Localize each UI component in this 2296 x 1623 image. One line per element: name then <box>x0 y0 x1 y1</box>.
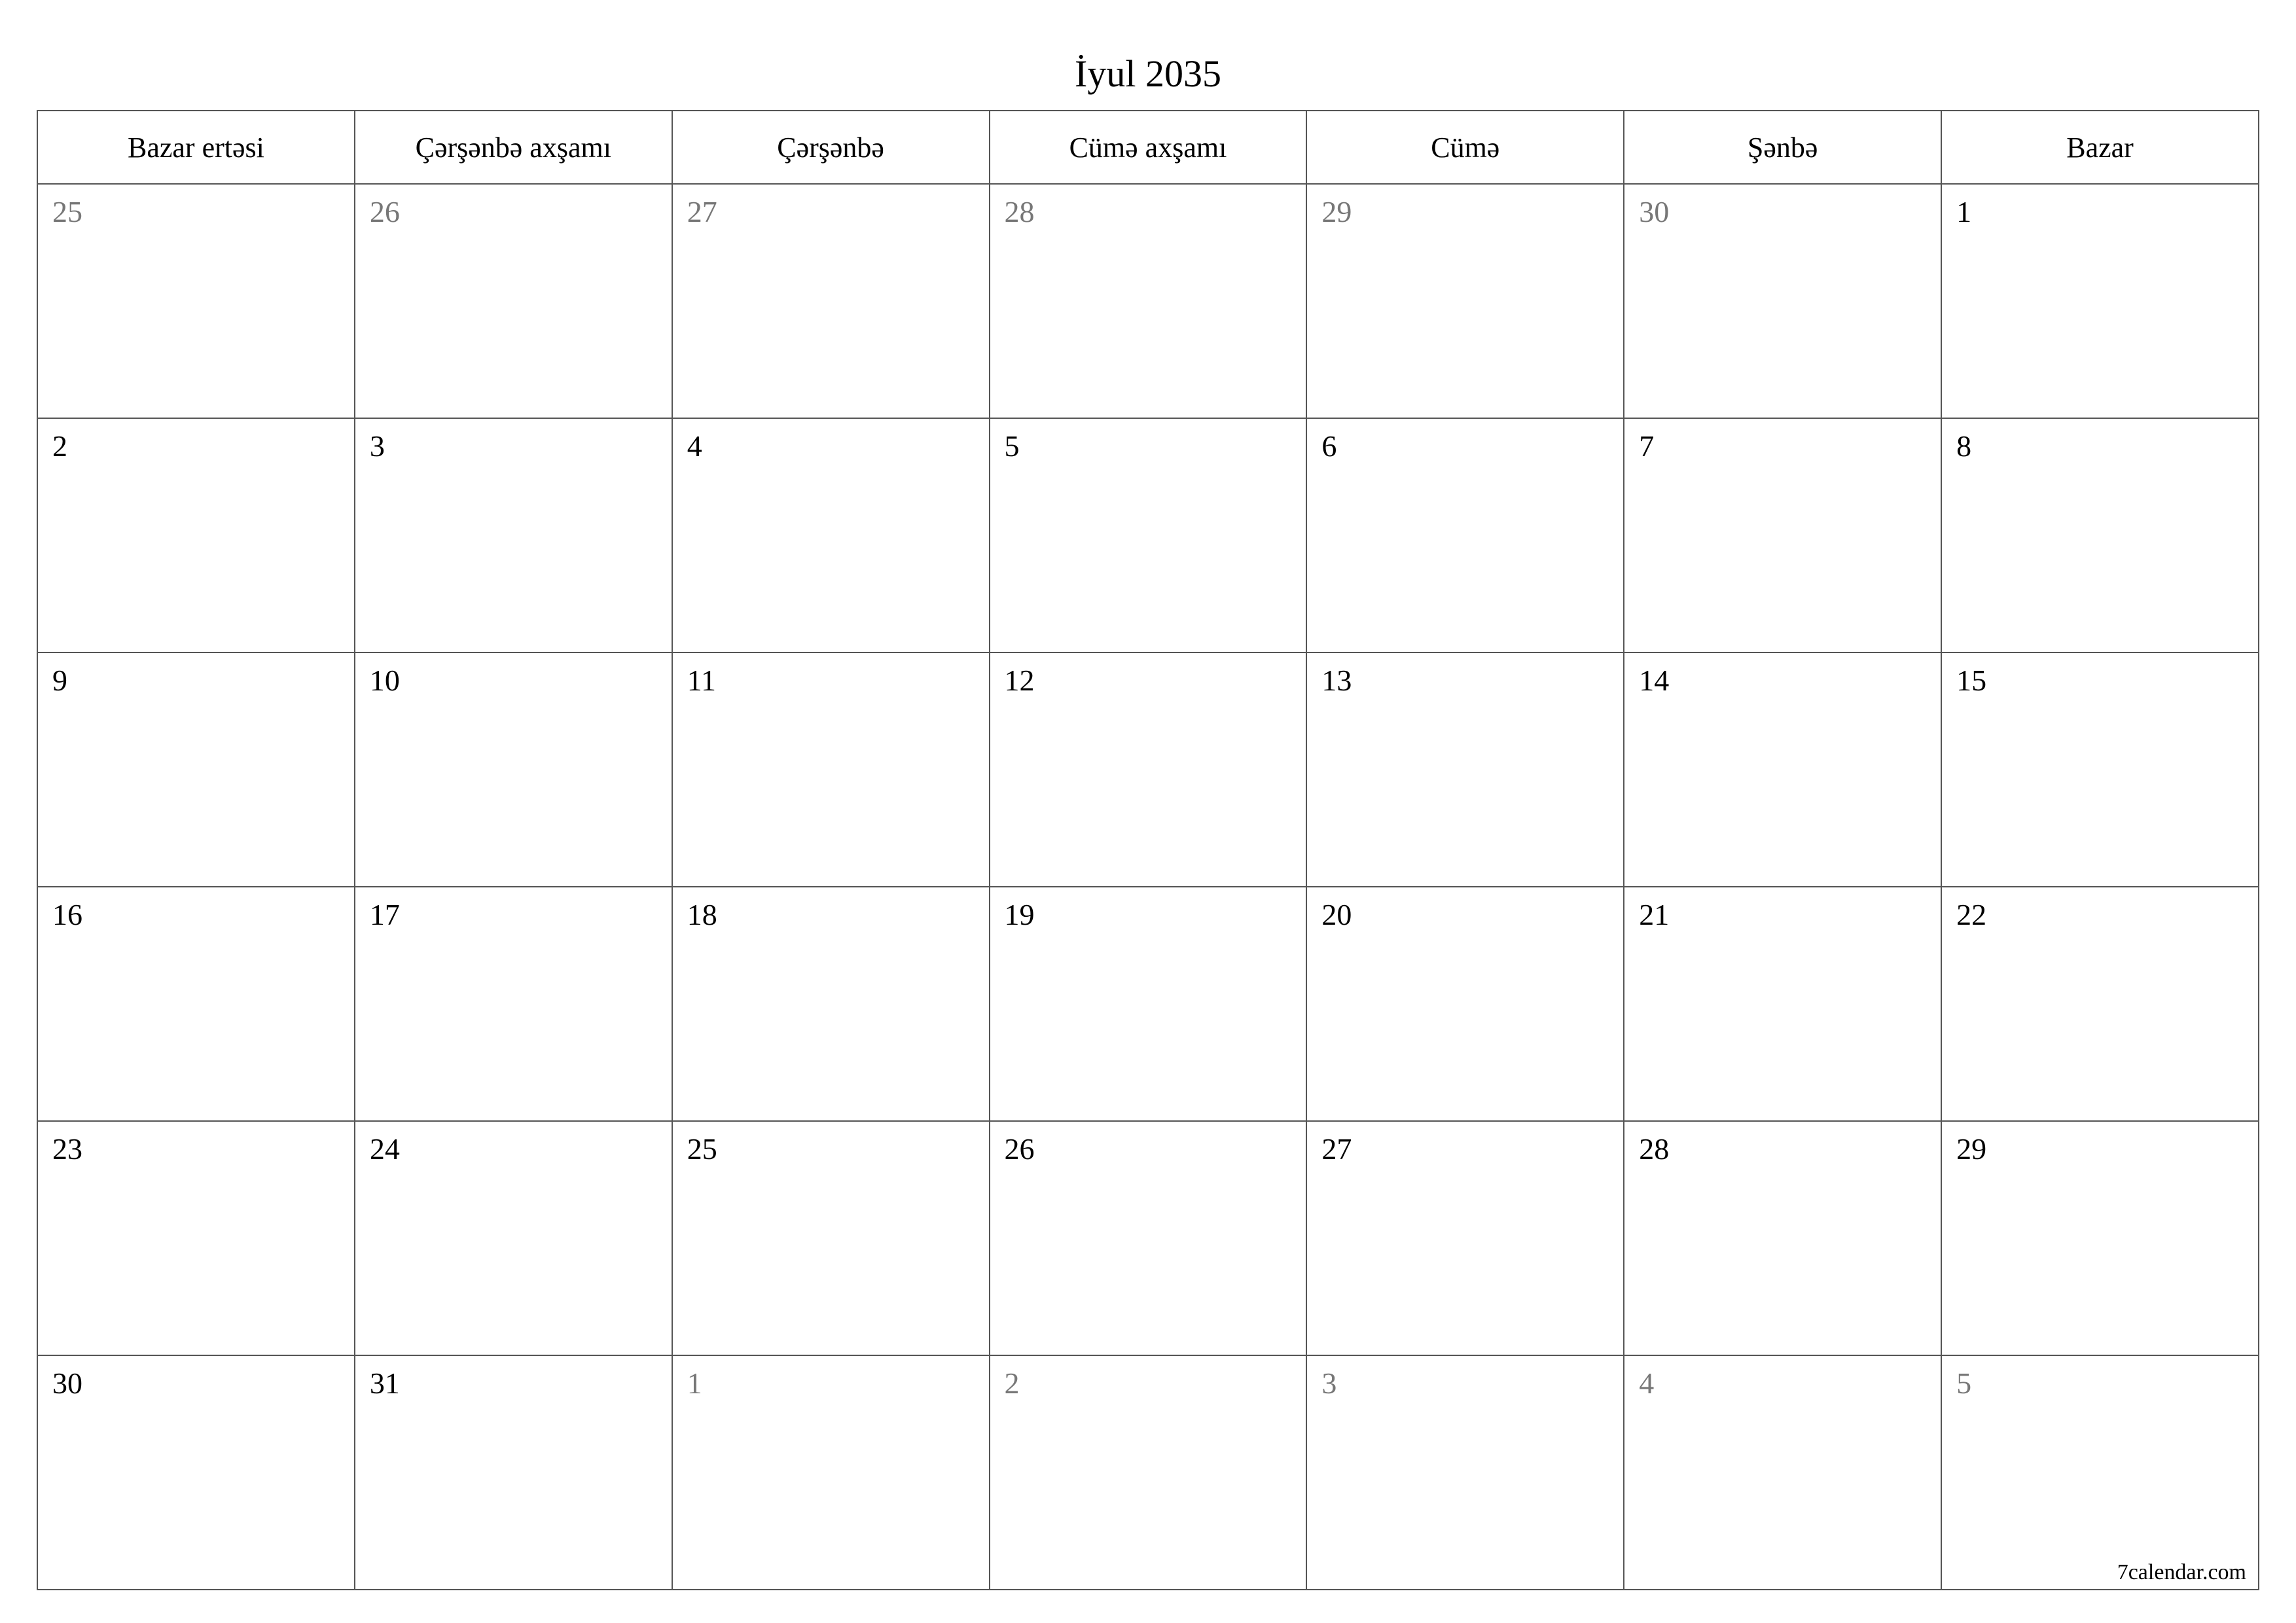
day-cell[interactable] <box>1306 418 1624 652</box>
day-cell-other-month[interactable] <box>1941 1355 2259 1590</box>
day-cell[interactable] <box>990 418 1307 652</box>
day-number: 12 <box>1004 664 1035 697</box>
day-number: 15 <box>1956 664 1987 697</box>
week-row <box>37 1355 2259 1590</box>
day-cell[interactable] <box>355 1355 672 1590</box>
day-cell-other-month[interactable] <box>672 1355 990 1590</box>
weekday-header: Cümə <box>1306 111 1624 184</box>
day-number: 25 <box>687 1132 717 1166</box>
day-cell[interactable] <box>672 652 990 887</box>
day-number: 7 <box>1639 429 1655 463</box>
weekday-header: Çərşənbə <box>672 111 990 184</box>
day-number: 19 <box>1004 898 1035 931</box>
day-number: 14 <box>1639 664 1670 697</box>
day-number: 3 <box>369 429 385 463</box>
day-cell[interactable] <box>1941 184 2259 418</box>
day-cell[interactable] <box>990 1121 1307 1355</box>
day-number: 26 <box>1004 1132 1035 1166</box>
day-cell[interactable] <box>1306 652 1624 887</box>
day-number: 3 <box>1321 1366 1337 1400</box>
day-number: 1 <box>1956 195 1972 228</box>
day-cell-other-month[interactable] <box>1624 184 1941 418</box>
day-number: 21 <box>1639 898 1670 931</box>
day-number: 2 <box>1004 1366 1020 1400</box>
day-cell-other-month[interactable] <box>990 1355 1307 1590</box>
day-cell[interactable] <box>990 652 1307 887</box>
day-cell[interactable] <box>37 1355 355 1590</box>
day-number: 28 <box>1639 1132 1670 1166</box>
day-number: 27 <box>687 195 717 228</box>
day-cell[interactable] <box>1624 652 1941 887</box>
day-cell[interactable] <box>355 418 672 652</box>
day-number: 20 <box>1321 898 1352 931</box>
day-number: 31 <box>369 1366 400 1400</box>
day-number: 6 <box>1321 429 1337 463</box>
day-number: 1 <box>687 1366 702 1400</box>
day-cell[interactable] <box>37 418 355 652</box>
day-number: 5 <box>1956 1366 1972 1400</box>
day-cell[interactable] <box>672 418 990 652</box>
day-cell[interactable] <box>37 652 355 887</box>
weekday-header: Bazar ertəsi <box>37 111 355 184</box>
day-cell[interactable] <box>37 1121 355 1355</box>
day-number: 4 <box>1639 1366 1655 1400</box>
day-number: 16 <box>52 898 82 931</box>
day-number: 2 <box>52 429 67 463</box>
day-cell[interactable] <box>1941 652 2259 887</box>
day-cell-other-month[interactable] <box>37 184 355 418</box>
day-cell[interactable] <box>1624 1121 1941 1355</box>
day-number: 30 <box>52 1366 82 1400</box>
week-row <box>37 887 2259 1121</box>
day-number: 11 <box>687 664 716 697</box>
day-cell[interactable] <box>355 652 672 887</box>
calendar-grid <box>37 110 2259 1590</box>
day-cell-other-month[interactable] <box>990 184 1307 418</box>
day-number: 9 <box>52 664 67 697</box>
day-cell[interactable] <box>1941 418 2259 652</box>
day-cell[interactable] <box>1306 887 1624 1121</box>
day-number: 23 <box>52 1132 82 1166</box>
week-row <box>37 652 2259 887</box>
footer-watermark: 7calendar.com <box>2117 1560 2246 1584</box>
day-number: 27 <box>1321 1132 1352 1166</box>
day-cell-other-month[interactable] <box>672 184 990 418</box>
day-cell[interactable] <box>1941 1121 2259 1355</box>
day-cell-other-month[interactable] <box>355 184 672 418</box>
day-number: 24 <box>369 1132 400 1166</box>
weekday-header: Çərşənbə axşamı <box>355 111 672 184</box>
day-cell[interactable] <box>1624 418 1941 652</box>
day-number: 8 <box>1956 429 1972 463</box>
week-row <box>37 418 2259 652</box>
day-cell[interactable] <box>990 887 1307 1121</box>
day-number: 26 <box>369 195 400 228</box>
day-cell[interactable] <box>355 1121 672 1355</box>
day-cell-other-month[interactable] <box>1306 184 1624 418</box>
calendar-title: İyul 2035 <box>1075 52 1221 95</box>
day-number: 17 <box>369 898 400 931</box>
day-number: 18 <box>687 898 717 931</box>
day-cell-other-month[interactable] <box>1306 1355 1624 1590</box>
day-number: 30 <box>1639 195 1670 228</box>
day-cell[interactable] <box>355 887 672 1121</box>
day-number: 25 <box>52 195 82 228</box>
week-row <box>37 184 2259 418</box>
day-number: 10 <box>369 664 400 697</box>
day-number: 4 <box>687 429 702 463</box>
weekday-header: Şənbə <box>1624 111 1941 184</box>
day-cell[interactable] <box>37 887 355 1121</box>
day-number: 5 <box>1004 429 1020 463</box>
day-cell[interactable] <box>1306 1121 1624 1355</box>
day-cell[interactable] <box>1624 887 1941 1121</box>
day-number: 28 <box>1004 195 1035 228</box>
day-number: 13 <box>1321 664 1352 697</box>
day-number: 22 <box>1956 898 1987 931</box>
day-cell[interactable] <box>672 887 990 1121</box>
day-number: 29 <box>1956 1132 1987 1166</box>
weekday-header: Cümə axşamı <box>990 111 1307 184</box>
day-number: 29 <box>1321 195 1352 228</box>
day-cell-other-month[interactable] <box>1624 1355 1941 1590</box>
day-cell[interactable] <box>1941 887 2259 1121</box>
day-cell[interactable] <box>672 1121 990 1355</box>
weekday-header-row <box>37 111 2259 184</box>
weekday-header: Bazar <box>1941 111 2259 184</box>
week-row <box>37 1121 2259 1355</box>
